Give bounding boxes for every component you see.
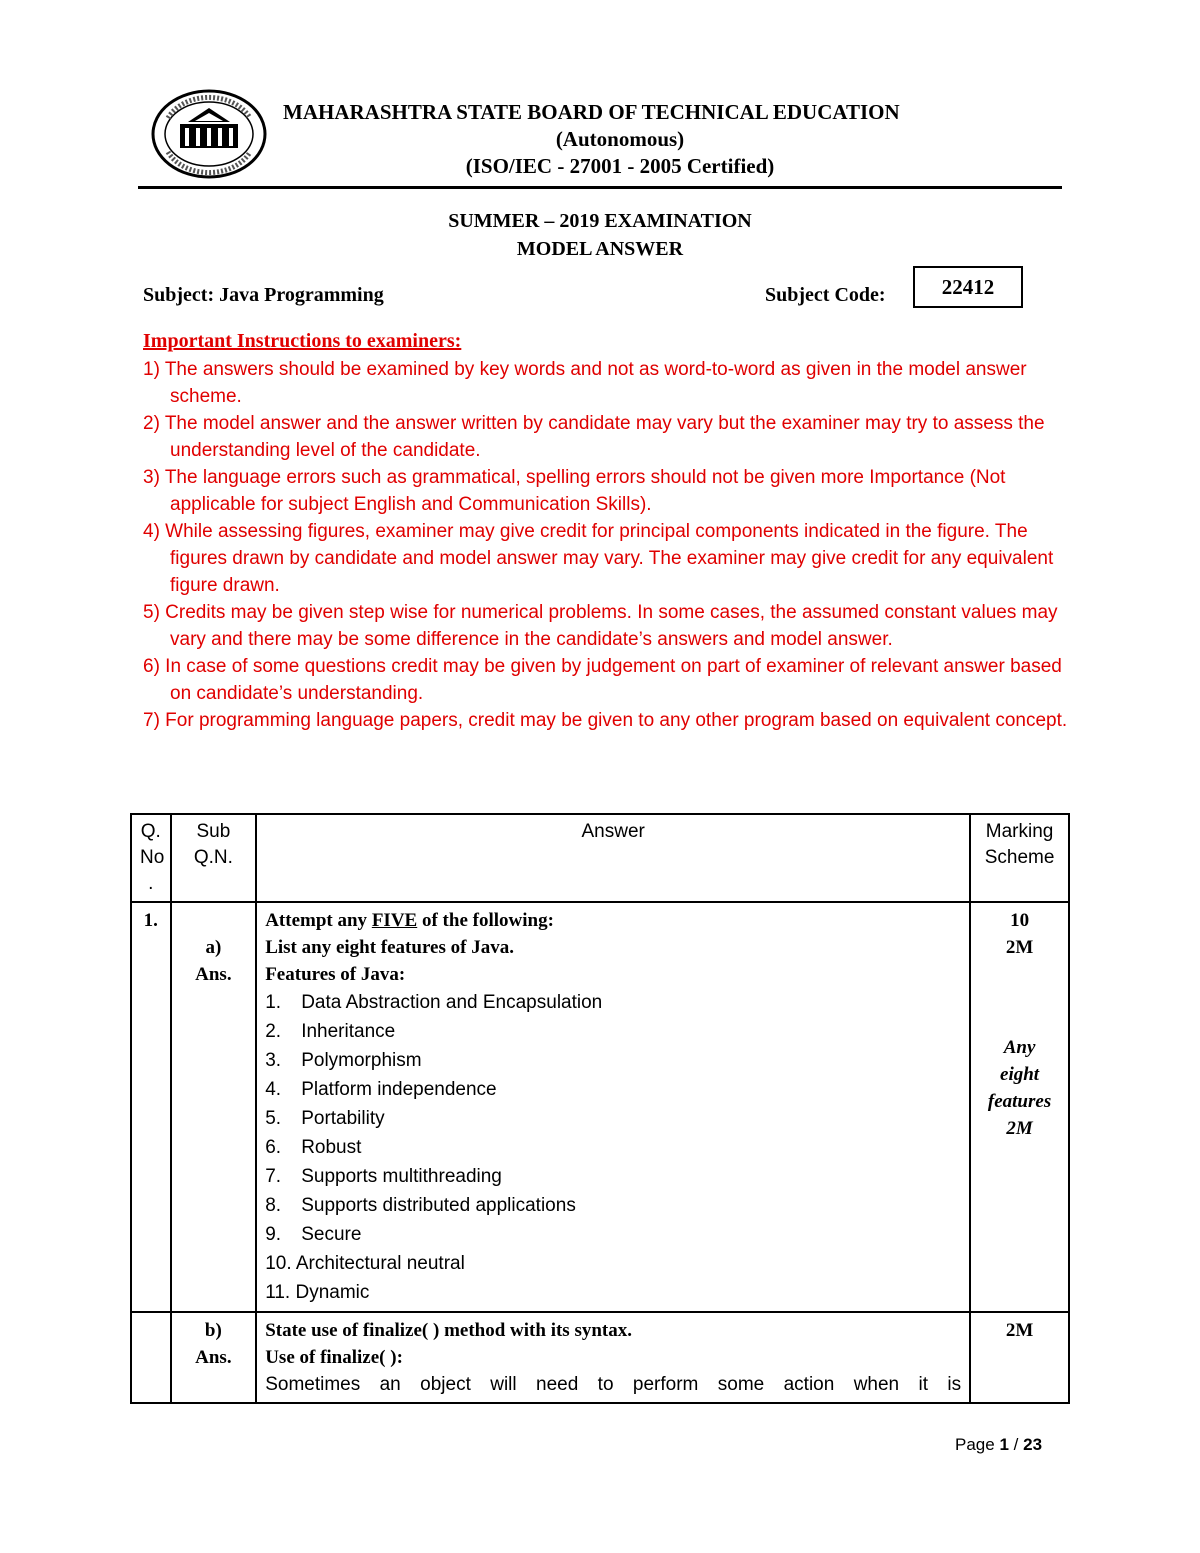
instructions-heading: Important Instructions to examiners: — [143, 330, 462, 352]
instruction-item: 4) While assessing figures, examiner may give credit for principal components indicated in the figure. The figures drawn by candidate and model answer may vary. The examiner may give credit for any equivalent figure drawn. — [143, 521, 1054, 596]
answer-text: Sometimes an object will need to perform some action when it is — [265, 1374, 962, 1395]
msbte-logo-seal — [150, 88, 268, 180]
question-number: 1. — [131, 902, 171, 1312]
intro-marks: 10 — [1010, 910, 1030, 931]
list-item: 4. Platform independence — [265, 1079, 497, 1100]
table-row — [131, 1312, 1069, 1403]
answer-heading: Use of finalize( ): — [265, 1347, 403, 1368]
answer-cell — [256, 1312, 970, 1403]
board-name: MAHARASHTRA STATE BOARD OF TECHNICAL EDUCATION — [283, 100, 900, 124]
instruction-item: 5) Credits may be given step wise for numerical problems. In some cases, the assumed constant values may vary and there may be some difference in the candidate’s answers and model answer. — [143, 602, 1058, 650]
subject-name: Subject: Java Programming — [143, 284, 384, 306]
instruction-item: 2) The model answer and the answer written by candidate may vary but the examiner may try to assess the understanding level of the candidate. — [143, 413, 1045, 461]
list-item: 2. Inheritance — [265, 1021, 396, 1042]
answer-heading: Features of Java: — [265, 964, 406, 985]
list-item: 8. Supports distributed applications — [265, 1195, 576, 1216]
list-item: 7. Supports multithreading — [265, 1166, 502, 1187]
header-subqn: Sub Q.N. — [171, 814, 257, 902]
sub-question-cell — [171, 902, 257, 1312]
sub-question-label: a) — [205, 937, 222, 958]
sub-question-cell — [171, 1312, 257, 1403]
page-footer: Page 1 / 23 — [955, 1435, 1043, 1454]
instruction-item: 7) For programming language papers, credit may be given to any other program based on equivalent concept. — [143, 710, 1068, 731]
marking-note: Any eight features 2M — [987, 1037, 1052, 1139]
ans-label: Ans. — [195, 964, 232, 985]
list-item: 9. Secure — [265, 1224, 362, 1245]
exam-title: SUMMER – 2019 EXAMINATION — [448, 210, 752, 232]
exam-subtitle: MODEL ANSWER — [516, 238, 684, 260]
list-item: 1. Data Abstraction and Encapsulation — [265, 992, 603, 1013]
header-rule — [138, 186, 1062, 189]
question-number-empty — [131, 1312, 171, 1403]
iso-certification: (ISO/IEC - 27001 - 2005 Certified) — [465, 154, 775, 178]
list-item: 6. Robust — [265, 1137, 362, 1158]
list-item: 5. Portability — [265, 1108, 385, 1129]
features-list — [265, 988, 961, 1307]
header-marking-scheme: Marking Scheme — [970, 814, 1069, 902]
instruction-item: 3) The language errors such as grammatical, spelling errors should not be given more Importance (Not applicable for subject English and Communication Skills). — [143, 467, 1006, 515]
marking-cell — [970, 902, 1069, 1312]
question-marks: 2M — [1005, 937, 1034, 958]
question-intro: Attempt any FIVE of the following: — [265, 910, 554, 931]
answer-cell — [256, 902, 970, 1312]
question-text: List any eight features of Java. — [265, 937, 514, 958]
sub-question-label: b) — [204, 1320, 222, 1341]
instructions-list — [143, 356, 1073, 734]
subject-code-box: 22412 — [913, 266, 1023, 308]
header-answer: Answer — [256, 814, 970, 902]
question-marks: 2M — [970, 1312, 1069, 1403]
question-text: State use of finalize( ) method with its syntax. — [265, 1320, 632, 1341]
list-item: 3. Polymorphism — [265, 1050, 422, 1071]
list-item: 11. Dynamic — [265, 1282, 370, 1303]
table-header-row — [131, 814, 1069, 902]
instruction-item: 1) The answers should be examined by key words and not as word-to-word as given in the model answer scheme. — [143, 359, 1027, 407]
table-row — [131, 902, 1069, 1312]
autonomous-label: (Autonomous) — [555, 127, 685, 151]
answer-table — [130, 813, 1070, 1404]
list-item: 10. Architectural neutral — [265, 1253, 465, 1274]
ans-label: Ans. — [195, 1347, 232, 1368]
instruction-item: 6) In case of some questions credit may be given by judgement on part of examiner of relevant answer based on candidate’s understanding. — [143, 656, 1062, 704]
subject-code-label: Subject Code: — [765, 284, 886, 306]
header-qno: Q. No . — [131, 814, 171, 902]
